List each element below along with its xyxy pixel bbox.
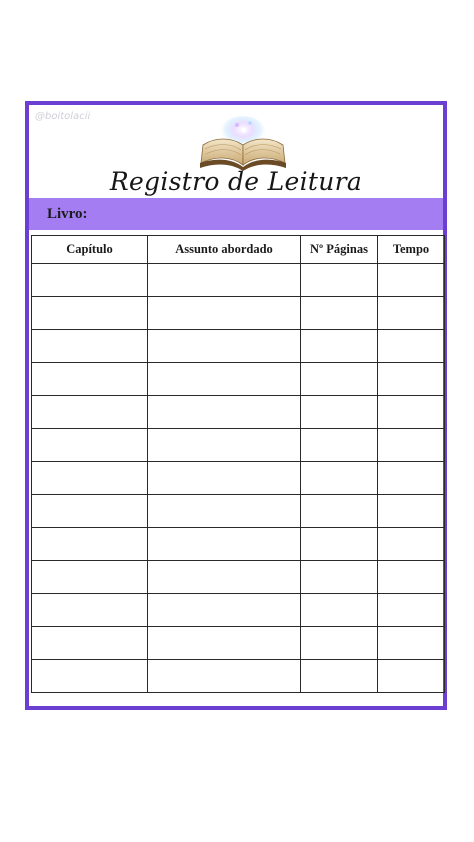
- chapter-cell[interactable]: [32, 462, 148, 495]
- time-cell[interactable]: [378, 594, 445, 627]
- chapter-cell[interactable]: [32, 528, 148, 561]
- pages-cell[interactable]: [301, 528, 378, 561]
- table-row: [32, 330, 445, 363]
- time-cell[interactable]: [378, 396, 445, 429]
- subject-cell[interactable]: [148, 363, 301, 396]
- time-cell[interactable]: [378, 528, 445, 561]
- time-cell[interactable]: [378, 363, 445, 396]
- pages-cell[interactable]: [301, 462, 378, 495]
- chapter-cell[interactable]: [32, 396, 148, 429]
- table-row: [32, 429, 445, 462]
- table-row: [32, 528, 445, 561]
- table-row: [32, 660, 445, 693]
- table-row: [32, 495, 445, 528]
- pages-cell[interactable]: [301, 396, 378, 429]
- table-row: [32, 462, 445, 495]
- table-row: [32, 396, 445, 429]
- watermark: @boitolacii: [35, 111, 91, 122]
- chapter-cell[interactable]: [32, 429, 148, 462]
- time-cell[interactable]: [378, 429, 445, 462]
- table-row: [32, 264, 445, 297]
- subject-cell[interactable]: [148, 594, 301, 627]
- subject-cell[interactable]: [148, 495, 301, 528]
- subject-cell[interactable]: [148, 330, 301, 363]
- table-row: [32, 627, 445, 660]
- pages-cell[interactable]: [301, 264, 378, 297]
- column-header-pages: Nº Páginas: [301, 236, 378, 264]
- reading-log-sheet: [25, 101, 447, 710]
- time-cell[interactable]: [378, 627, 445, 660]
- table-row: [32, 594, 445, 627]
- pages-cell[interactable]: [301, 561, 378, 594]
- table-row: [32, 561, 445, 594]
- subject-cell[interactable]: [148, 264, 301, 297]
- chapter-cell[interactable]: [32, 627, 148, 660]
- chapter-cell[interactable]: [32, 561, 148, 594]
- column-header-time: Tempo: [378, 236, 445, 264]
- table-row: [32, 297, 445, 330]
- pages-cell[interactable]: [301, 330, 378, 363]
- pages-cell[interactable]: [301, 495, 378, 528]
- pages-cell[interactable]: [301, 363, 378, 396]
- chapter-cell[interactable]: [32, 330, 148, 363]
- time-cell[interactable]: [378, 264, 445, 297]
- time-cell[interactable]: [378, 330, 445, 363]
- pages-cell[interactable]: [301, 429, 378, 462]
- page-title: Registro de Leitura: [109, 167, 363, 196]
- book-label: Livro:: [47, 206, 88, 222]
- pages-cell[interactable]: [301, 594, 378, 627]
- chapter-cell[interactable]: [32, 495, 148, 528]
- table-row: [32, 363, 445, 396]
- subject-cell[interactable]: [148, 627, 301, 660]
- table-header-row: [32, 236, 445, 264]
- column-header-subject: Assunto abordado: [148, 236, 301, 264]
- subject-cell[interactable]: [148, 462, 301, 495]
- pages-cell[interactable]: [301, 297, 378, 330]
- column-header-chapter: Capítulo: [32, 236, 148, 264]
- subject-cell[interactable]: [148, 660, 301, 693]
- subject-cell[interactable]: [148, 429, 301, 462]
- subject-cell[interactable]: [148, 297, 301, 330]
- chapter-cell[interactable]: [32, 594, 148, 627]
- time-cell[interactable]: [378, 561, 445, 594]
- open-book-icon: [197, 115, 289, 173]
- chapter-cell[interactable]: [32, 363, 148, 396]
- time-cell[interactable]: [378, 495, 445, 528]
- pages-cell[interactable]: [301, 660, 378, 693]
- chapter-cell[interactable]: [32, 660, 148, 693]
- book-field-band[interactable]: [29, 198, 443, 230]
- subject-cell[interactable]: [148, 396, 301, 429]
- subject-cell[interactable]: [148, 528, 301, 561]
- chapter-cell[interactable]: [32, 264, 148, 297]
- time-cell[interactable]: [378, 297, 445, 330]
- reading-log-table: [31, 235, 445, 693]
- chapter-cell[interactable]: [32, 297, 148, 330]
- time-cell[interactable]: [378, 660, 445, 693]
- time-cell[interactable]: [378, 462, 445, 495]
- subject-cell[interactable]: [148, 561, 301, 594]
- pages-cell[interactable]: [301, 627, 378, 660]
